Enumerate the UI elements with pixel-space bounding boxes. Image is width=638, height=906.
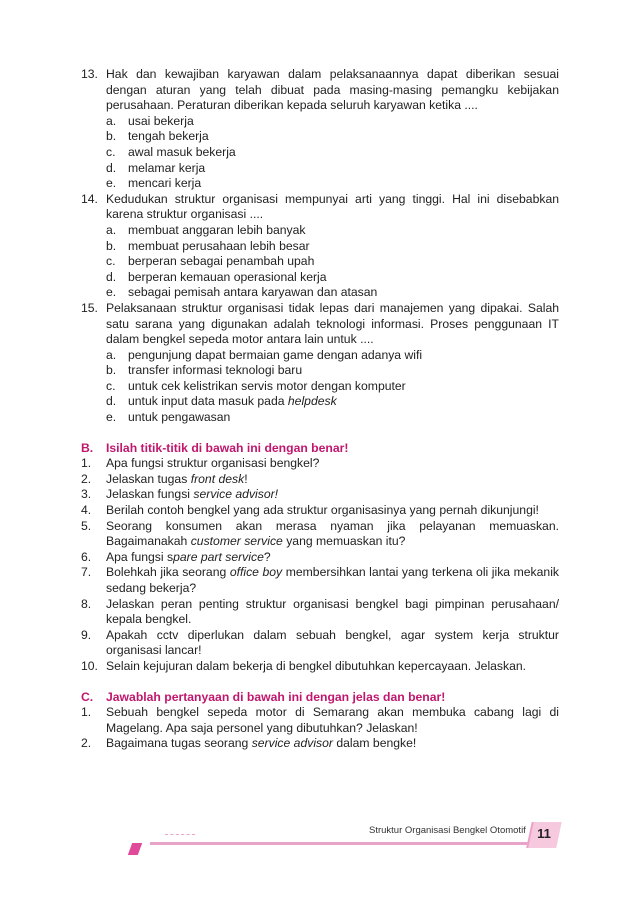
question-item xyxy=(81,472,559,488)
answer-option xyxy=(106,145,559,161)
footer-chapter-title: Struktur Organisasi Bengkel Otomotif xyxy=(369,825,526,836)
question-text xyxy=(106,472,559,488)
option-letter: c. xyxy=(106,254,116,269)
question-item xyxy=(81,503,559,519)
question-text-part: Jelaskan peran penting struktur organisasi bengkel bagi pimpinan perusahaan/ kepala bengkel. xyxy=(106,596,559,627)
section-heading xyxy=(81,690,559,706)
question-text xyxy=(106,705,559,736)
page-content xyxy=(81,67,559,752)
option-text-part: mencari kerja xyxy=(128,176,202,191)
option-text-italic: helpdesk xyxy=(287,394,337,409)
option-letter: a. xyxy=(106,113,117,128)
question-text-part: Bolehkah jika seorang xyxy=(106,565,230,580)
question-text-part: Apakah cctv diperlukan dalam sebuah bengkel, agar system kerja struktur organisasi lancar! xyxy=(106,627,559,658)
option-letter: a. xyxy=(106,222,117,237)
question-text-part: ! xyxy=(244,471,248,486)
question-text-part: Berilah contoh bengkel yang ada struktur organisasinya yang pernah dikunjungi! xyxy=(106,503,539,518)
question-number: 10. xyxy=(81,658,98,673)
option-letter: a. xyxy=(106,347,117,362)
option-letter: d. xyxy=(106,269,117,284)
option-text-part: usai bekerja xyxy=(128,113,194,128)
question-text-part: Seorang konsumen akan merasa nyaman jika pelayanan memuaskan. Bagaimanakah xyxy=(106,518,559,549)
question-number: 5. xyxy=(81,518,92,533)
option-text xyxy=(128,270,327,286)
option-text-part: sebagai pemisah antara karyawan dan atasan xyxy=(128,285,378,300)
answer-option xyxy=(106,348,559,364)
option-text-part: pengunjung dapat bermaian game dengan adanya wifi xyxy=(128,347,423,362)
question-text-part: dalam bengke! xyxy=(332,736,417,751)
question-text xyxy=(106,456,559,472)
option-letter: e. xyxy=(106,410,117,425)
option-text xyxy=(128,161,205,177)
question-item xyxy=(81,565,559,596)
question-number: 2. xyxy=(81,736,92,751)
option-letter: d. xyxy=(106,394,117,409)
option-text-part: berperan kemauan operasional kerja xyxy=(128,269,327,284)
question-text xyxy=(106,519,559,550)
question-text xyxy=(106,487,559,503)
question-item xyxy=(81,67,559,114)
question-item xyxy=(81,301,559,348)
question-item xyxy=(81,659,559,675)
answer-option xyxy=(106,176,559,192)
question-number: 13. xyxy=(81,67,98,81)
answer-option xyxy=(106,394,559,410)
option-text xyxy=(128,176,201,192)
option-text xyxy=(128,114,194,130)
question-number: 1. xyxy=(81,456,92,471)
page-number: 11 xyxy=(537,826,551,841)
footer-corner-mark xyxy=(128,843,142,855)
section-title: Jawablah pertanyaan di bawah ini dengan jelas dan benar! xyxy=(106,689,446,704)
answer-option xyxy=(106,410,559,426)
question-number: 6. xyxy=(81,549,92,564)
question-text-part: Apa fungsi struktur organisasi bengkel? xyxy=(106,456,320,471)
option-text-part: untuk input data masuk pada xyxy=(128,394,288,409)
answer-option xyxy=(106,223,559,239)
option-text xyxy=(128,379,406,395)
question-item xyxy=(81,519,559,550)
answer-option xyxy=(106,114,559,130)
option-text-part: membuat perusahaan lebih besar xyxy=(128,238,310,253)
option-text xyxy=(128,145,236,161)
question-text xyxy=(106,659,559,675)
question-text: Kedudukan struktur organisasi mempunyai arti yang tinggi. Hal ini disebabkan karena struktur organisasi .... xyxy=(106,191,559,222)
answer-option xyxy=(106,129,559,145)
option-text-part: untuk cek kelistrikan servis motor dengan komputer xyxy=(128,378,406,393)
option-letter: c. xyxy=(106,144,116,159)
question-number: 14. xyxy=(81,191,98,206)
question-text-part: customer service xyxy=(190,534,283,549)
answer-option xyxy=(106,270,559,286)
option-text-part: awal masuk bekerja xyxy=(128,144,236,159)
question-item xyxy=(81,705,559,736)
option-letter: b. xyxy=(106,238,117,253)
question-text xyxy=(106,736,559,752)
question-item xyxy=(81,456,559,472)
question-text xyxy=(106,550,559,566)
section-heading xyxy=(81,441,559,457)
answer-option xyxy=(106,161,559,177)
option-text xyxy=(128,129,209,145)
section-letter: C. xyxy=(81,689,94,704)
question-number: 2. xyxy=(81,471,92,486)
question-text-part: Bagaimana tugas seorang xyxy=(106,736,252,751)
option-text-part: untuk pengawasan xyxy=(128,410,231,425)
option-text-part: berperan sebagai penambah upah xyxy=(128,254,315,269)
answer-option xyxy=(106,285,559,301)
question-text-part: Jelaskan fungsi xyxy=(106,487,194,502)
question-text-part: Apa fungsi s xyxy=(106,549,174,564)
option-letter: c. xyxy=(106,378,116,393)
answer-option xyxy=(106,254,559,270)
option-text-part: melamar kerja xyxy=(128,160,206,175)
question-text-part: office boy xyxy=(229,565,283,580)
question-text-part: Sebuah bengkel sepeda motor di Semarang akan membuka cabang lagi di Magelang. Apa saja personel yang dibutuhkan? Jelaskan! xyxy=(106,705,559,735)
question-text-part: membersihkan lantai yang terkena oli jika mekanik sedang bekerja? xyxy=(106,565,560,595)
option-letter: e. xyxy=(106,176,117,191)
answer-option xyxy=(106,363,559,379)
option-text xyxy=(128,394,337,410)
question-item xyxy=(81,550,559,566)
question-text: Pelaksanaan struktur organisasi tidak lepas dari manajemen yang dipakai. Salah satu sarana yang digunakan adalah teknologi informasi. Proses penggunaan IT dalam bengkel sepeda motor antara lain untuk .... xyxy=(106,300,559,347)
question-number: 3. xyxy=(81,487,92,502)
option-text xyxy=(128,239,310,255)
question-text-part: Jelaskan tugas xyxy=(106,471,191,486)
footer-dots xyxy=(165,834,195,836)
question-item xyxy=(81,487,559,503)
question-number: 4. xyxy=(81,503,92,518)
question-item xyxy=(81,628,559,659)
question-text-part: service advisor! xyxy=(193,487,279,502)
option-letter: b. xyxy=(106,363,117,378)
question-number: 1. xyxy=(81,705,92,720)
question-text-part: yang memuaskan itu? xyxy=(282,534,406,549)
section-title: Isilah titik-titik di bawah ini dengan benar! xyxy=(106,440,349,455)
question-text-part: ? xyxy=(263,549,271,564)
option-text xyxy=(128,285,377,301)
option-text xyxy=(128,410,230,426)
footer-rule xyxy=(150,842,538,845)
question-item xyxy=(81,192,559,223)
question-text xyxy=(106,628,559,659)
question-text-part: service advisor xyxy=(251,736,333,751)
answer-option xyxy=(106,379,559,395)
answer-option xyxy=(106,239,559,255)
question-text xyxy=(106,565,559,596)
option-letter: e. xyxy=(106,285,117,300)
option-text-part: tengah bekerja xyxy=(128,129,209,144)
option-text xyxy=(128,348,422,364)
question-number: 9. xyxy=(81,627,92,642)
question-number: 15. xyxy=(81,300,98,315)
question-text-part: pare part service xyxy=(173,549,264,564)
question-text-part: front desk xyxy=(190,471,245,486)
option-text xyxy=(128,254,314,270)
option-text-part: membuat anggaran lebih banyak xyxy=(128,222,306,237)
question-text-part: Selain kejujuran dalam bekerja di bengkel dibutuhkan kepercayaan. Jelaskan. xyxy=(106,658,527,673)
question-text: Hak dan kewajiban karyawan dalam pelaksanaannya dapat diberikan sesuai dengan aturan yang telah dibuat pada masing-masing pemangku kebijakan perusahaan. Peraturan diberikan kepada seluruh karyawan ketika .... xyxy=(106,67,559,113)
question-text xyxy=(106,597,559,628)
option-text-part: transfer informasi teknologi baru xyxy=(128,363,303,378)
option-text xyxy=(128,363,302,379)
question-text xyxy=(106,503,559,519)
question-number: 8. xyxy=(81,596,92,611)
question-number: 7. xyxy=(81,565,92,580)
option-letter: d. xyxy=(106,160,117,175)
option-text xyxy=(128,223,306,239)
option-letter: b. xyxy=(106,129,117,144)
section-letter: B. xyxy=(81,440,94,455)
question-item xyxy=(81,597,559,628)
question-item xyxy=(81,736,559,752)
